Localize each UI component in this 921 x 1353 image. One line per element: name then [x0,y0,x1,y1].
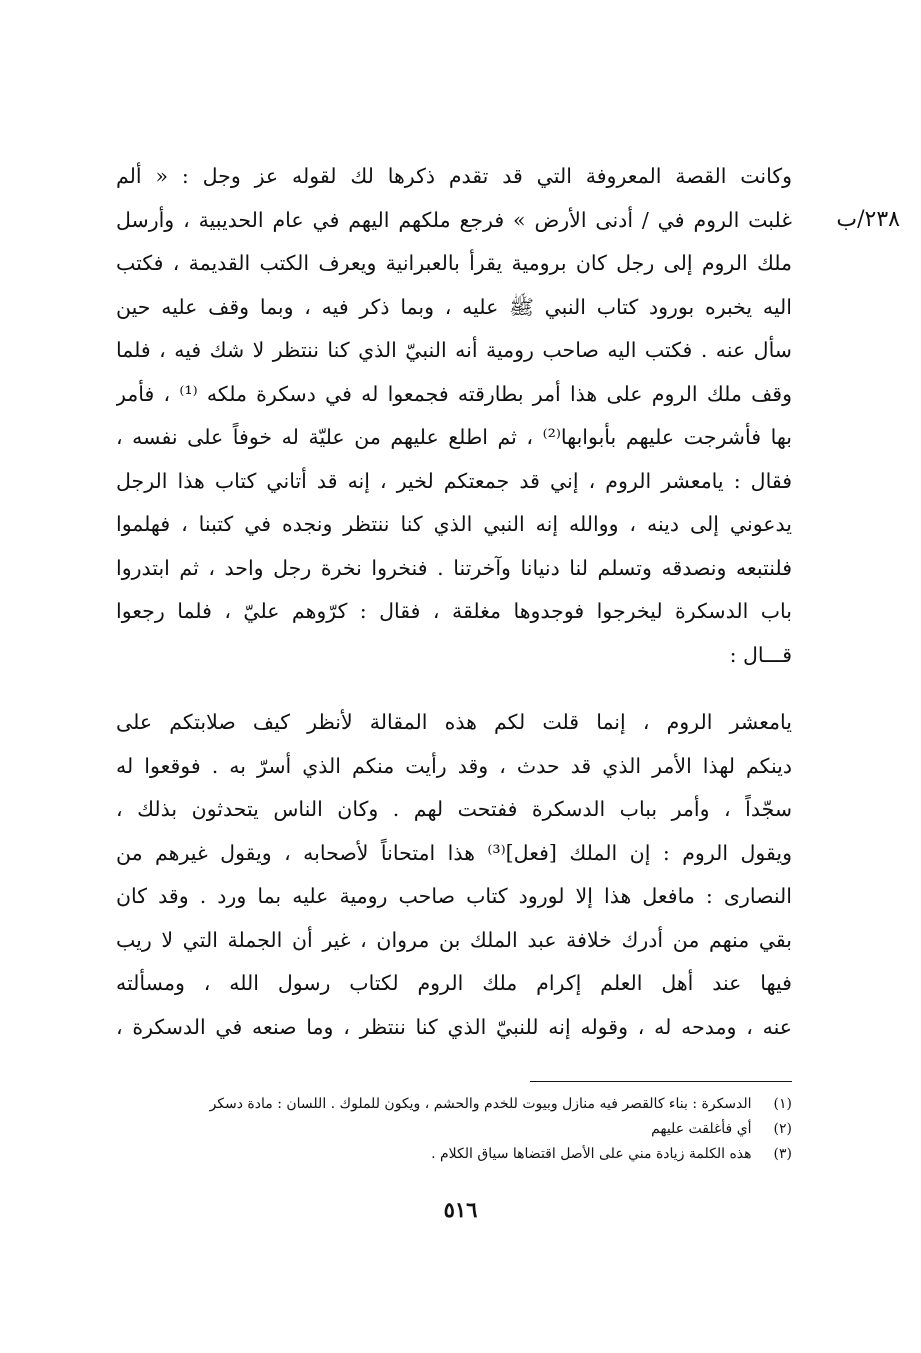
paragraph-2 [116,701,792,1049]
footnote-2 [116,1117,792,1142]
text-line: فقال : يامعشر الروم ، إني قد جمعتكم لخير ، إنه قد أتاني كتاب هذا الرجل [116,468,792,493]
text-line: سأل عنه . فكتب اليه صاحب رومية أنه النبيّ الذي كنا ننتظر لا شك فيه ، فلما [116,338,792,362]
footnote-3 [116,1142,792,1167]
text-line: عنه ، ومدحه له ، وقوله إنه للنبيّ الذي كنا ننتظر ، وما صنعه في الدسكرة ، [116,1014,792,1039]
text-line: فلنتبعه ونصدقه وتسلم لنا دنيانا وآخرتنا . فنخروا نخرة رجل واحد ، ثم ابتدروا [116,555,792,580]
text-line: وقف ملك الروم على هذا أمر بطارقته فجمعوا له في دسكرة ملكه ⁽¹⁾ ، فأمر [116,381,792,406]
margin-folio-note: ٢٣٨/ب [836,207,900,232]
footnote-divider [530,1081,792,1082]
text-line: ملك الروم إلى رجل كان برومية يقرأ بالعبرانية ويعرف الكتب القديمة ، فكتب [116,251,792,275]
text-line: ويقول الروم : إن الملك [فعل]⁽³⁾ هذا امتحاناً لأصحابه ، ويقول غيرهم من [116,840,792,865]
footnotes [116,1092,792,1167]
text-line: بها فأشرجت عليهم بأبوابها⁽²⁾ ، ثم اطلع عليهم من عليّة له خوفاً على نفسه ، [116,425,792,449]
page-number: ٥١٦ [443,1197,478,1222]
footnote-text: الدسكرة : بناء كالقصر فيه منازل وبيوت للخدم والحشم ، ويكون للملوك . اللسان : مادة دسكر [209,1096,752,1112]
text-line: دينكم لهذا الأمر الذي قد حدث ، وقد رأيت منكم الذي أسرّ به . فوقعوا له [116,753,792,778]
text-line: يدعوني إلى دينه ، ووالله إنه النبي الذي كنا ننتظر ونجده في كتبنا ، فهلموا [116,512,792,536]
text-line: النصارى : مافعل هذا إلا لورود كتاب صاحب رومية عليه بما ورد . وقد كان [116,884,792,908]
text-line: فيها عند أهل العلم إكرام ملك الروم لكتاب رسول الله ، ومسألته [116,971,792,995]
text-line: قـــال : [729,642,792,667]
footnote-number: (٢) [773,1121,792,1137]
footnote-text: هذه الكلمة زيادة مني على الأصل اقتضاها سياق الكلام . [431,1146,752,1162]
text-line: غلبت الروم في / أدنى الأرض » فرجع ملكهم اليهم في عام الحديبية ، وأرسل [116,207,792,232]
footnote-1 [116,1092,792,1117]
text-line: اليه يخبره بورود كتاب النبي ﷺ عليه ، وبما ذكر فيه ، وبما وقف عليه حين [116,294,792,319]
text-line: سجّداً ، وأمر بباب الدسكرة ففتحت لهم . وكان الناس يتحدثون بذلك ، [116,797,792,821]
paragraph-1 [116,155,792,677]
footnote-number: (٣) [773,1146,792,1162]
footnote-number: (١) [773,1096,792,1112]
text-line: يامعشر الروم ، إنما قلت لكم هذه المقالة لأنظر كيف صلابتكم على [116,710,792,734]
text-line: وكانت القصة المعروفة التي قد تقدم ذكرها لك لقوله عز وجل : « ألم [116,164,792,188]
text-line: بقي منهم من أدرك خلافة عبد الملك بن مروان ، غير أن الجملة التي لا ريب [116,927,792,952]
text-line: باب الدسكرة ليخرجوا فوجدوها مغلقة ، فقال : كرّوهم عليّ ، فلما رجعوا [116,599,792,623]
footnote-text: أي فأغلقت عليهم [651,1121,752,1137]
